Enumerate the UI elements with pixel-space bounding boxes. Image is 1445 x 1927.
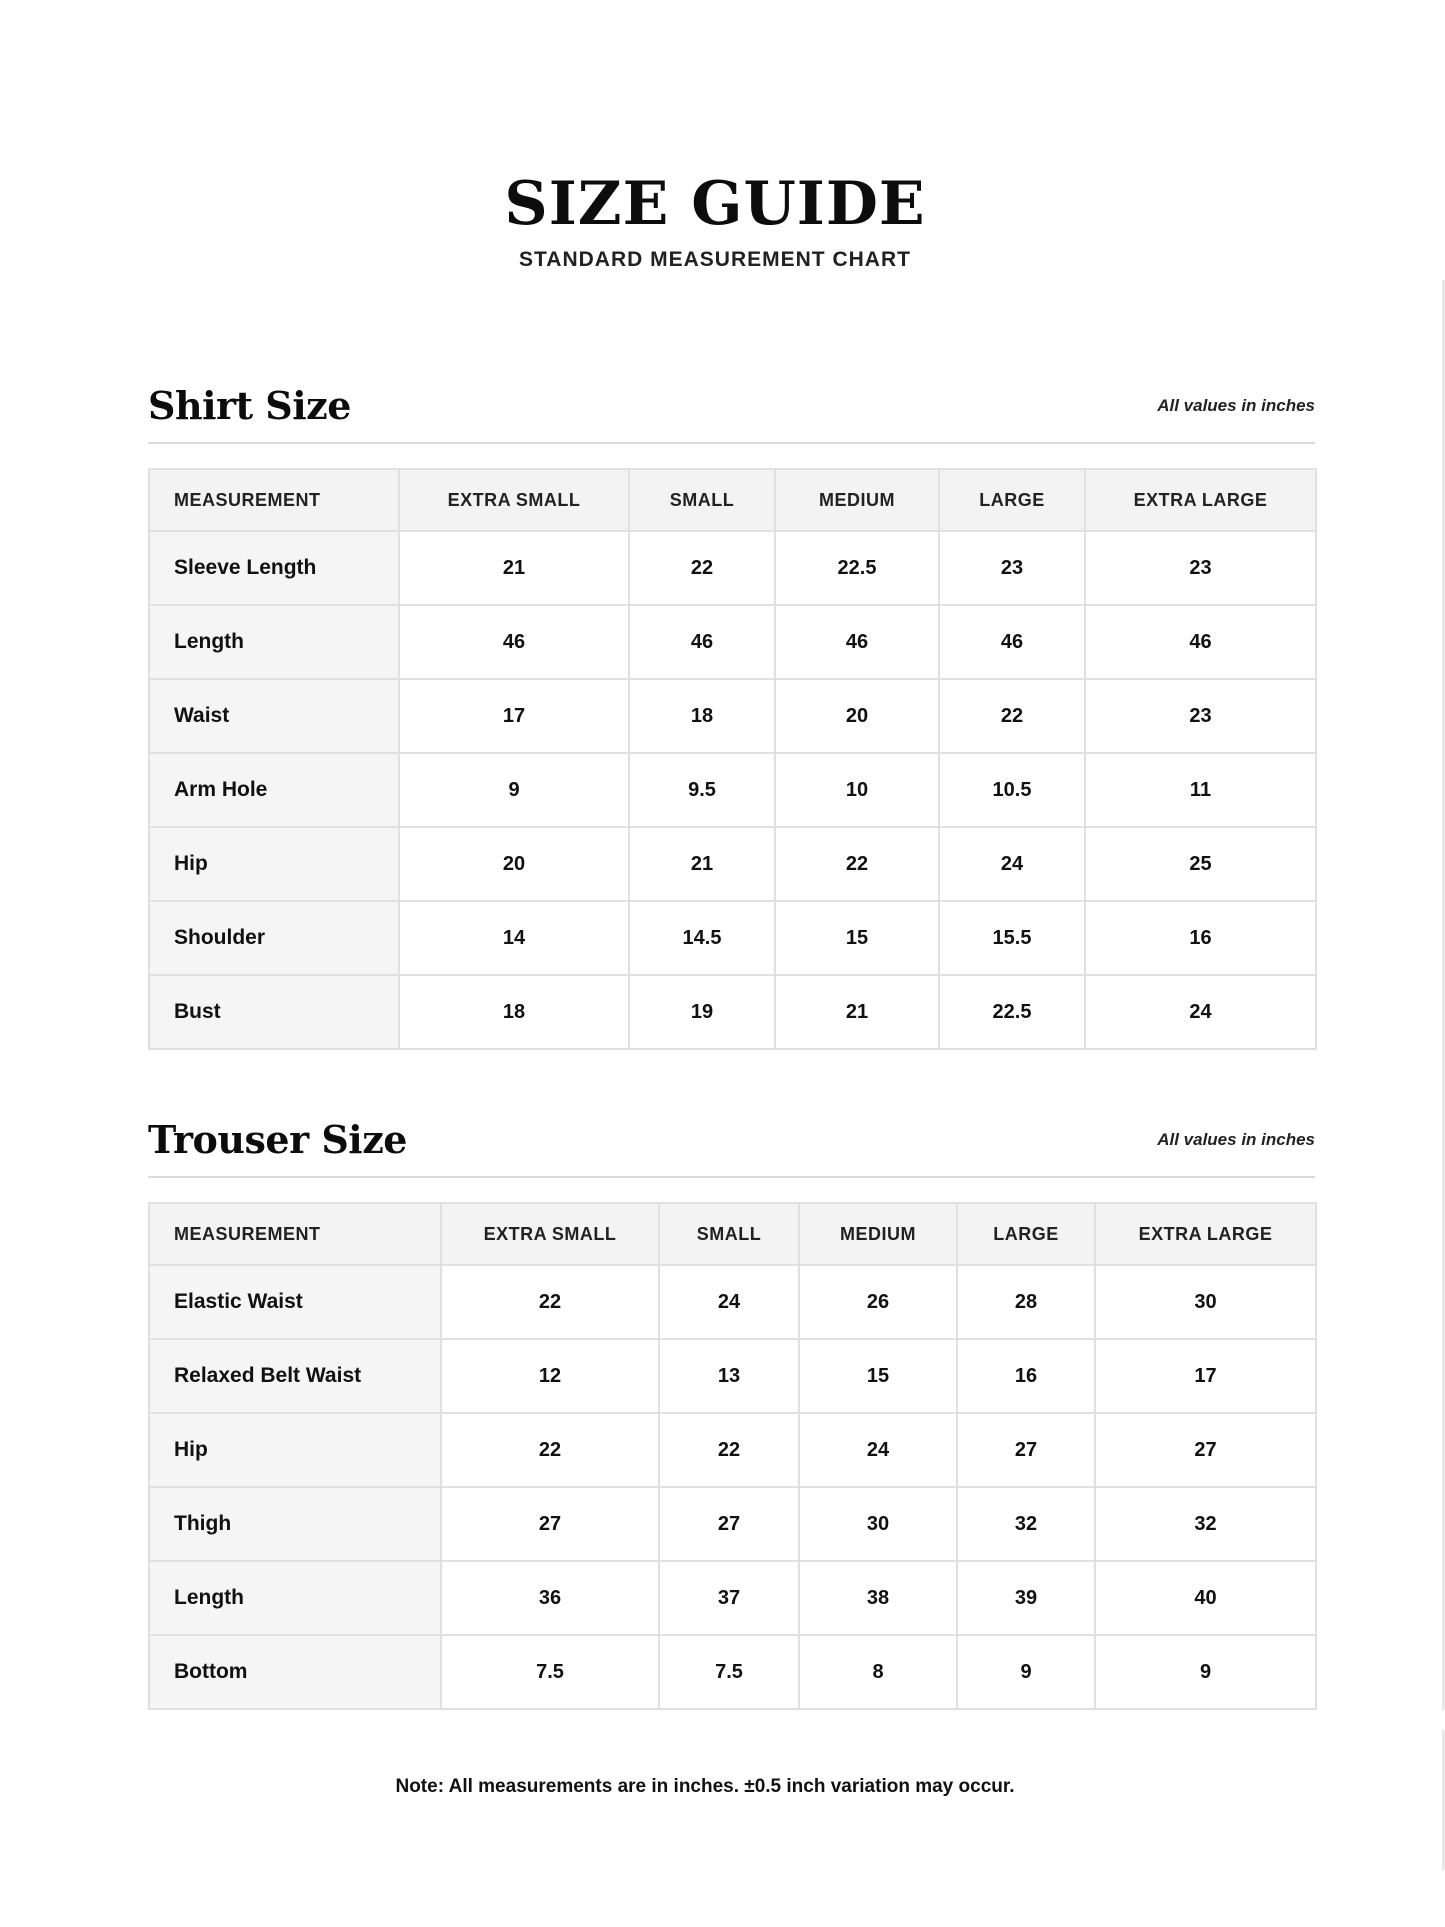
table-cell: 7.5 <box>441 1635 659 1709</box>
table-cell: 27 <box>659 1487 799 1561</box>
table-cell: 26 <box>799 1265 957 1339</box>
column-header: EXTRA SMALL <box>399 469 629 531</box>
trouser-size-table <box>148 1202 1317 1710</box>
table-row <box>149 531 1316 605</box>
table-cell: 46 <box>939 605 1085 679</box>
shirt-size-table <box>148 468 1317 1050</box>
table-cell: 10.5 <box>939 753 1085 827</box>
table-cell: 9 <box>957 1635 1095 1709</box>
table-cell: 19 <box>629 975 775 1049</box>
trouser-section-title: Trouser Size <box>148 1117 407 1162</box>
table-cell: 46 <box>775 605 939 679</box>
table-cell: 16 <box>957 1339 1095 1413</box>
column-header: LARGE <box>939 469 1085 531</box>
measurement-label: Length <box>149 1561 441 1635</box>
page-subtitle: STANDARD MEASUREMENT CHART <box>519 248 911 271</box>
table-row <box>149 1413 1316 1487</box>
table-cell: 23 <box>1085 531 1316 605</box>
table-cell: 46 <box>1085 605 1316 679</box>
table-cell: 32 <box>1095 1487 1316 1561</box>
measurement-label: Length <box>149 605 399 679</box>
table-cell: 46 <box>399 605 629 679</box>
measurement-label: Relaxed Belt Waist <box>149 1339 441 1413</box>
table-header-row <box>149 1203 1316 1265</box>
table-cell: 17 <box>1095 1339 1316 1413</box>
table-row <box>149 605 1316 679</box>
table-cell: 24 <box>659 1265 799 1339</box>
table-row <box>149 1339 1316 1413</box>
table-cell: 22 <box>939 679 1085 753</box>
table-cell: 13 <box>659 1339 799 1413</box>
column-header: LARGE <box>957 1203 1095 1265</box>
table-row <box>149 1265 1316 1339</box>
table-cell: 27 <box>441 1487 659 1561</box>
column-header: SMALL <box>659 1203 799 1265</box>
table-cell: 24 <box>1085 975 1316 1049</box>
table-cell: 11 <box>1085 753 1316 827</box>
measurement-label: Waist <box>149 679 399 753</box>
table-cell: 21 <box>775 975 939 1049</box>
table-cell: 18 <box>629 679 775 753</box>
measurement-label: Bust <box>149 975 399 1049</box>
table-cell: 38 <box>799 1561 957 1635</box>
table-cell: 24 <box>939 827 1085 901</box>
table-cell: 30 <box>1095 1265 1316 1339</box>
column-header: SMALL <box>629 469 775 531</box>
table-cell: 20 <box>775 679 939 753</box>
table-cell: 14 <box>399 901 629 975</box>
table-cell: 17 <box>399 679 629 753</box>
shirt-size-section <box>148 376 1315 1050</box>
column-header: EXTRA LARGE <box>1095 1203 1316 1265</box>
table-cell: 39 <box>957 1561 1095 1635</box>
table-cell: 32 <box>957 1487 1095 1561</box>
measurement-label: Shoulder <box>149 901 399 975</box>
column-header: MEDIUM <box>799 1203 957 1265</box>
table-row <box>149 975 1316 1049</box>
table-cell: 15.5 <box>939 901 1085 975</box>
column-header: MEASUREMENT <box>149 1203 441 1265</box>
table-cell: 22.5 <box>775 531 939 605</box>
column-header: EXTRA SMALL <box>441 1203 659 1265</box>
table-cell: 22 <box>775 827 939 901</box>
trouser-size-section <box>148 1110 1315 1710</box>
table-cell: 27 <box>957 1413 1095 1487</box>
column-header: MEASUREMENT <box>149 469 399 531</box>
table-cell: 36 <box>441 1561 659 1635</box>
shirt-units-note: All values in inches <box>1157 396 1315 415</box>
measurement-label: Hip <box>149 827 399 901</box>
table-cell: 16 <box>1085 901 1316 975</box>
table-cell: 30 <box>799 1487 957 1561</box>
table-cell: 9 <box>1095 1635 1316 1709</box>
table-cell: 24 <box>799 1413 957 1487</box>
measurement-label: Thigh <box>149 1487 441 1561</box>
table-header-row <box>149 469 1316 531</box>
table-cell: 46 <box>629 605 775 679</box>
table-cell: 9 <box>399 753 629 827</box>
trouser-units-note: All values in inches <box>1157 1130 1315 1149</box>
table-cell: 22 <box>441 1265 659 1339</box>
table-row <box>149 753 1316 827</box>
measurement-label: Hip <box>149 1413 441 1487</box>
measurement-label: Sleeve Length <box>149 531 399 605</box>
page-title: SIZE GUIDE <box>504 169 926 239</box>
table-row <box>149 1635 1316 1709</box>
table-row <box>149 901 1316 975</box>
table-cell: 9.5 <box>629 753 775 827</box>
table-cell: 12 <box>441 1339 659 1413</box>
table-row <box>149 1487 1316 1561</box>
measurement-label: Bottom <box>149 1635 441 1709</box>
table-cell: 37 <box>659 1561 799 1635</box>
table-cell: 25 <box>1085 827 1316 901</box>
table-cell: 22 <box>659 1413 799 1487</box>
table-cell: 22.5 <box>939 975 1085 1049</box>
table-cell: 14.5 <box>629 901 775 975</box>
table-row <box>149 679 1316 753</box>
table-cell: 22 <box>441 1413 659 1487</box>
table-cell: 28 <box>957 1265 1095 1339</box>
table-cell: 40 <box>1095 1561 1316 1635</box>
measurement-label: Elastic Waist <box>149 1265 441 1339</box>
table-cell: 27 <box>1095 1413 1316 1487</box>
table-cell: 21 <box>629 827 775 901</box>
table-cell: 7.5 <box>659 1635 799 1709</box>
table-cell: 22 <box>629 531 775 605</box>
table-cell: 18 <box>399 975 629 1049</box>
table-cell: 10 <box>775 753 939 827</box>
column-header: EXTRA LARGE <box>1085 469 1316 531</box>
table-cell: 15 <box>799 1339 957 1413</box>
shirt-section-header <box>148 376 1315 444</box>
table-cell: 20 <box>399 827 629 901</box>
trouser-section-header <box>148 1110 1315 1178</box>
table-row <box>149 1561 1316 1635</box>
page-header <box>0 168 1430 272</box>
measurement-label: Arm Hole <box>149 753 399 827</box>
table-row <box>149 827 1316 901</box>
table-cell: 15 <box>775 901 939 975</box>
measurement-note: Note: All measurements are in inches. ±0.5 inch variation may occur. <box>395 1776 1015 1797</box>
table-cell: 21 <box>399 531 629 605</box>
shirt-section-title: Shirt Size <box>148 383 351 428</box>
table-cell: 23 <box>939 531 1085 605</box>
table-cell: 8 <box>799 1635 957 1709</box>
table-cell: 23 <box>1085 679 1316 753</box>
column-header: MEDIUM <box>775 469 939 531</box>
